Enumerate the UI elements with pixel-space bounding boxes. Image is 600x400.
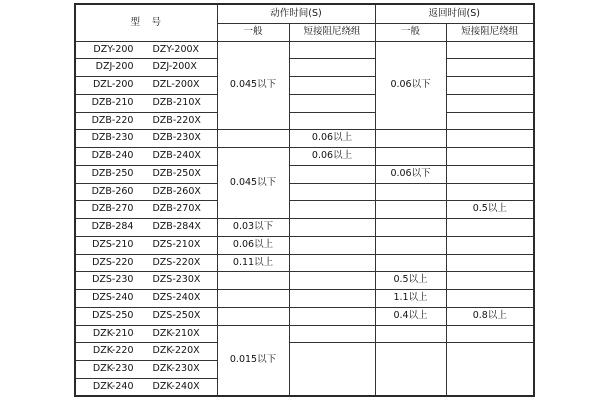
table-row [75,272,534,290]
model-b: DZB-230X [152,132,201,144]
model-a: DZK-210 [92,327,134,339]
model-pair [78,382,215,392]
model-cell [75,272,217,290]
model-pair [78,116,215,126]
table-row [75,236,534,254]
model-b: DZJ-200X [152,61,197,73]
header-action-time: 动作时间(S) [217,4,375,23]
model-b: DZK-220X [152,345,200,357]
model-cell [75,361,217,379]
model-cell [75,94,217,112]
table-row [75,165,534,183]
action-damping-cell [289,94,375,112]
action-damping-cell [289,112,375,130]
model-cell [75,112,217,130]
model-pair [78,364,215,374]
return-damping-cell: 0.5以上 [446,201,534,219]
action-damping-cell [289,41,375,59]
model-a: DZS-250 [92,309,134,321]
return-general-cell [375,201,446,219]
return-general-cell: 0.4以上 [375,307,446,325]
model-a: DZS-210 [92,238,134,250]
return-general-cell: 0.5以上 [375,272,446,290]
relay-timing-table [74,3,535,397]
table-row [75,325,534,343]
header-return-general: 一般 [375,23,446,41]
return-general-cell [375,219,446,237]
model-a: DZK-230 [92,363,134,375]
action-damping-cell [289,219,375,237]
model-pair [78,329,215,339]
model-b: DZK-230X [152,363,200,375]
model-cell [75,236,217,254]
model-b: DZS-210X [152,238,201,250]
action-damping-cell [289,165,375,183]
action-damping-cell [289,290,375,308]
model-b: DZS-220X [152,256,201,268]
table-row [75,201,534,219]
return-general-cell [375,325,446,343]
return-general-cell: 1.1以上 [375,290,446,308]
return-damping-cell [446,148,534,166]
model-cell [75,343,217,361]
model-cell [75,41,217,59]
model-a: DZS-240 [92,292,134,304]
return-general-cell [375,343,446,396]
model-pair [78,169,215,179]
action-damping-cell [289,307,375,325]
model-a: DZJ-200 [95,61,134,73]
table-row [75,130,534,148]
header-action-damping: 短接阻尼绕组 [289,23,375,41]
action-damping-cell [289,183,375,201]
model-cell [75,378,217,396]
action-general-cell: 0.015以下 [217,325,289,396]
action-damping-cell: 0.06以上 [289,148,375,166]
table-row [75,183,534,201]
table-row [75,343,534,361]
return-damping-cell [446,343,534,396]
model-a: DZB-270 [91,203,134,215]
model-b: DZB-240X [152,150,201,162]
model-b: DZS-250X [152,309,201,321]
model-a: DZB-250 [91,167,134,179]
model-cell [75,290,217,308]
return-damping-cell [446,130,534,148]
model-cell [75,130,217,148]
model-pair [78,204,215,214]
model-pair [78,62,215,72]
action-damping-cell [289,201,375,219]
model-cell [75,148,217,166]
model-b: DZB-220X [152,114,201,126]
model-b: DZY-200X [152,43,200,55]
table-row [75,94,534,112]
header-row-1 [75,4,534,23]
model-a: DZB-284 [91,221,134,233]
return-general-cell [375,148,446,166]
return-damping-cell [446,59,534,77]
return-damping-cell [446,183,534,201]
header-return-damping: 短接阻尼绕组 [446,23,534,41]
action-damping-cell [289,325,375,343]
model-a: DZS-230 [92,274,134,286]
action-damping-cell [289,254,375,272]
model-a: DZB-240 [91,150,134,162]
table-row [75,77,534,95]
model-a: DZB-210 [91,96,134,108]
model-a: DZB-220 [91,114,134,126]
model-a: DZS-220 [92,256,134,268]
header-return-time: 返回时间(S) [375,4,534,23]
model-b: DZB-260X [152,185,201,197]
action-damping-cell: 0.06以上 [289,130,375,148]
model-pair [78,346,215,356]
return-damping-cell [446,77,534,95]
table-row [75,307,534,325]
model-pair [78,45,215,55]
model-a: DZY-200 [93,43,134,55]
model-a: DZB-230 [91,132,134,144]
model-a: DZB-260 [91,185,134,197]
model-b: DZK-210X [152,327,200,339]
table-row [75,254,534,272]
model-a: DZK-220 [92,345,134,357]
return-general-cell [375,183,446,201]
table-body [75,41,534,396]
model-cell [75,201,217,219]
action-general-cell [217,272,289,290]
return-damping-cell [446,272,534,290]
model-b: DZK-240X [152,380,200,392]
model-cell [75,254,217,272]
table-row [75,41,534,59]
model-pair [78,98,215,108]
action-general-cell: 0.06以上 [217,236,289,254]
return-general-cell [375,236,446,254]
model-cell [75,325,217,343]
model-pair [78,222,215,232]
return-damping-cell [446,41,534,59]
model-cell [75,219,217,237]
table-row [75,59,534,77]
return-damping-cell [446,219,534,237]
model-b: DZB-210X [152,96,201,108]
action-general-cell [217,290,289,308]
model-b: DZB-250X [152,167,201,179]
return-general-cell: 0.06以下 [375,165,446,183]
model-b: DZS-240X [152,292,201,304]
model-pair [78,258,215,268]
action-general-cell: 0.045以下 [217,148,289,219]
header-action-general: 一般 [217,23,289,41]
model-pair [78,151,215,161]
header-model: 型 号 [75,4,217,41]
return-damping-cell [446,325,534,343]
return-general-cell [375,130,446,148]
model-pair [78,187,215,197]
action-damping-cell [289,59,375,77]
return-damping-cell [446,236,534,254]
action-general-cell: 0.03以下 [217,219,289,237]
action-general-cell: 0.045以下 [217,41,289,130]
return-damping-cell: 0.8以上 [446,307,534,325]
model-a: DZL-200 [92,79,134,91]
action-damping-cell [289,343,375,396]
return-damping-cell [446,94,534,112]
action-general-cell [217,130,289,148]
model-b: DZB-270X [152,203,201,215]
model-cell [75,59,217,77]
model-b: DZB-284X [152,221,201,233]
action-general-cell: 0.11以上 [217,254,289,272]
return-general-cell [375,254,446,272]
model-b: DZL-200X [152,79,200,91]
table-row [75,219,534,237]
return-general-cell: 0.06以下 [375,41,446,130]
action-damping-cell [289,236,375,254]
model-pair [78,80,215,90]
model-cell [75,165,217,183]
model-pair [78,293,215,303]
return-damping-cell [446,254,534,272]
return-damping-cell [446,112,534,130]
model-pair [78,133,215,143]
model-pair [78,240,215,250]
model-pair [78,275,215,285]
model-a: DZK-240 [92,380,134,392]
return-damping-cell [446,165,534,183]
return-damping-cell [446,290,534,308]
action-damping-cell [289,77,375,95]
model-b: DZS-230X [152,274,201,286]
model-cell [75,307,217,325]
model-cell [75,183,217,201]
table-header [75,4,534,41]
model-cell [75,77,217,95]
action-damping-cell [289,272,375,290]
action-general-cell [217,307,289,325]
table-row [75,148,534,166]
table-row [75,112,534,130]
table-row [75,290,534,308]
model-pair [78,311,215,321]
